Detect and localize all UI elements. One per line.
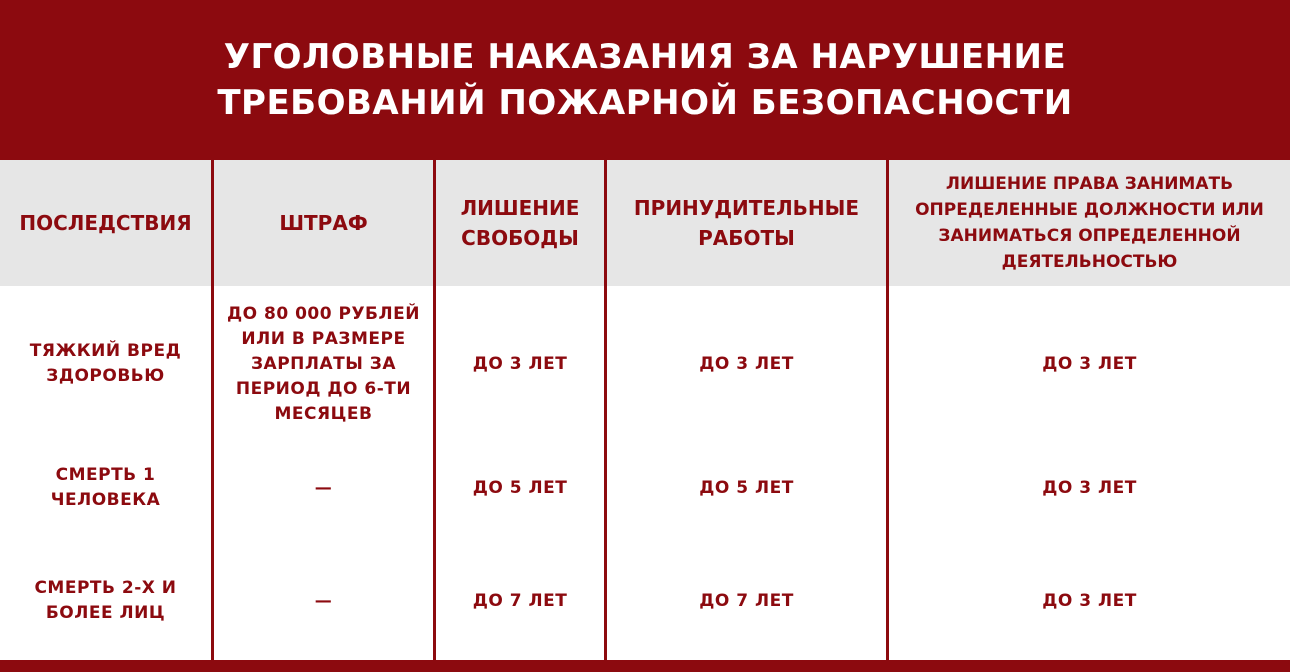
row-1-fine: ДО 80 000 РУБЛЕЙ ИЛИ В РАЗМЕРЕ ЗАРПЛАТЫ ЗА ПЕРИОД ДО 6-ТИ МЕСЯЦЕВ: [227, 303, 420, 424]
header-forced-labor: ПРИНУДИТЕЛЬНЫЕ РАБОТЫ: [633, 196, 860, 250]
row-2-fine: —: [314, 477, 333, 498]
row-1-disqualification: ДО 3 ЛЕТ: [1042, 353, 1137, 374]
row-1-consequence: ТЯЖКИЙ ВРЕД ЗДОРОВЬЮ: [29, 341, 182, 386]
row-3-consequence: СМЕРТЬ 2-Х И БОЛЕЕ ЛИЦ: [34, 578, 177, 623]
header-disqualification: ЛИШЕНИЕ ПРАВА ЗАНИМАТЬ ОПРЕДЕЛЕННЫЕ ДОЛЖНОСТИ ИЛИ ЗАНИМАТЬСЯ ОПРЕДЕЛЕННОЙ ДЕЯТЕЛЬНОСТЬЮ: [915, 174, 1264, 272]
title-line-2: ТРЕБОВАНИЙ ПОЖАРНОЙ БЕЗОПАСНОСТИ: [217, 83, 1073, 123]
row-3-fine: —: [314, 590, 333, 611]
row-2-forced-labor: ДО 5 ЛЕТ: [699, 477, 794, 498]
row-2-consequence: СМЕРТЬ 1 ЧЕЛОВЕКА: [50, 465, 161, 510]
row-3-disqualification: ДО 3 ЛЕТ: [1042, 590, 1137, 611]
row-3-forced-labor: ДО 7 ЛЕТ: [699, 590, 794, 611]
row-3-imprisonment: ДО 7 ЛЕТ: [472, 590, 568, 611]
header-fine: ШТРАФ: [279, 211, 368, 235]
row-1-forced-labor: ДО 3 ЛЕТ: [699, 353, 794, 374]
header-imprisonment: ЛИШЕНИЕ СВОБОДЫ: [460, 196, 580, 250]
bottom-bar: [0, 660, 1290, 672]
title-line-1: УГОЛОВНЫЕ НАКАЗАНИЯ ЗА НАРУШЕНИЕ: [223, 37, 1067, 77]
row-2-imprisonment: ДО 5 ЛЕТ: [472, 477, 568, 498]
header-consequences: ПОСЛЕДСТВИЯ: [19, 211, 192, 235]
page-title: [0, 34, 1290, 126]
row-1-imprisonment: ДО 3 ЛЕТ: [472, 353, 568, 374]
row-2-disqualification: ДО 3 ЛЕТ: [1042, 477, 1137, 498]
